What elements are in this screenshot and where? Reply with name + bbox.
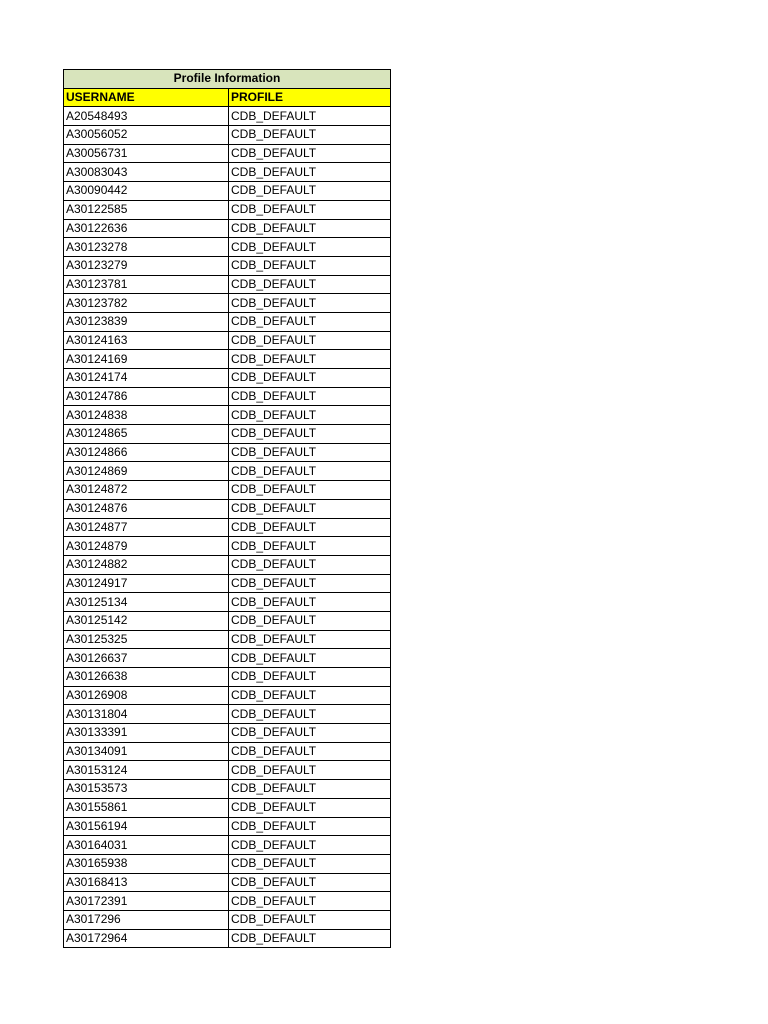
table-row xyxy=(64,574,391,593)
table-row xyxy=(64,275,391,294)
username-cell: A30172391 xyxy=(64,892,229,911)
table-row xyxy=(64,705,391,724)
username-cell: A20548493 xyxy=(64,107,229,126)
spreadsheet xyxy=(63,69,390,948)
table-row xyxy=(64,873,391,892)
profile-cell: CDB_DEFAULT xyxy=(229,462,391,481)
profile-cell: CDB_DEFAULT xyxy=(229,406,391,425)
table-row xyxy=(64,219,391,238)
table-row xyxy=(64,611,391,630)
username-cell: A30056052 xyxy=(64,126,229,145)
username-cell: A30124169 xyxy=(64,350,229,369)
table-row xyxy=(64,649,391,668)
table-row xyxy=(64,910,391,929)
profile-cell: CDB_DEFAULT xyxy=(229,836,391,855)
username-cell: A30123278 xyxy=(64,238,229,257)
username-cell: A30124163 xyxy=(64,331,229,350)
username-cell: A30123782 xyxy=(64,294,229,313)
username-cell: A30056731 xyxy=(64,144,229,163)
username-cell: A30126638 xyxy=(64,668,229,687)
table-row xyxy=(64,593,391,612)
table-row xyxy=(64,724,391,743)
username-cell: A30124917 xyxy=(64,574,229,593)
username-cell: A30124872 xyxy=(64,481,229,500)
table-row xyxy=(64,761,391,780)
username-cell: A30124838 xyxy=(64,406,229,425)
table-row xyxy=(64,686,391,705)
profile-cell: CDB_DEFAULT xyxy=(229,481,391,500)
table-row xyxy=(64,668,391,687)
table-row xyxy=(64,462,391,481)
table-row xyxy=(64,182,391,201)
profile-cell: CDB_DEFAULT xyxy=(229,275,391,294)
table-row xyxy=(64,387,391,406)
table-row xyxy=(64,537,391,556)
username-cell: A30134091 xyxy=(64,742,229,761)
username-cell: A30090442 xyxy=(64,182,229,201)
profile-table xyxy=(63,69,391,948)
profile-cell: CDB_DEFAULT xyxy=(229,761,391,780)
username-cell: A30126908 xyxy=(64,686,229,705)
username-cell: A30172964 xyxy=(64,929,229,948)
username-cell: A30122585 xyxy=(64,200,229,219)
username-cell: A30165938 xyxy=(64,854,229,873)
username-cell: A30124882 xyxy=(64,555,229,574)
table-row xyxy=(64,350,391,369)
profile-cell: CDB_DEFAULT xyxy=(229,499,391,518)
table-row xyxy=(64,518,391,537)
table-row xyxy=(64,892,391,911)
profile-cell: CDB_DEFAULT xyxy=(229,873,391,892)
username-cell: A30155861 xyxy=(64,798,229,817)
profile-cell: CDB_DEFAULT xyxy=(229,892,391,911)
profile-cell: CDB_DEFAULT xyxy=(229,312,391,331)
username-cell: A30156194 xyxy=(64,817,229,836)
username-cell: A3017296 xyxy=(64,910,229,929)
table-row xyxy=(64,425,391,444)
table-row xyxy=(64,144,391,163)
username-cell: A30125134 xyxy=(64,593,229,612)
table-row xyxy=(64,780,391,799)
table-row xyxy=(64,312,391,331)
username-cell: A30133391 xyxy=(64,724,229,743)
profile-cell: CDB_DEFAULT xyxy=(229,593,391,612)
profile-cell: CDB_DEFAULT xyxy=(229,742,391,761)
table-row xyxy=(64,107,391,126)
profile-cell: CDB_DEFAULT xyxy=(229,817,391,836)
table-row xyxy=(64,817,391,836)
table-row xyxy=(64,854,391,873)
profile-cell: CDB_DEFAULT xyxy=(229,200,391,219)
profile-cell: CDB_DEFAULT xyxy=(229,537,391,556)
profile-cell: CDB_DEFAULT xyxy=(229,780,391,799)
table-row xyxy=(64,499,391,518)
profile-cell: CDB_DEFAULT xyxy=(229,611,391,630)
profile-cell: CDB_DEFAULT xyxy=(229,668,391,687)
table-row xyxy=(64,294,391,313)
username-cell: A30125325 xyxy=(64,630,229,649)
profile-cell: CDB_DEFAULT xyxy=(229,331,391,350)
table-row xyxy=(64,836,391,855)
profile-cell: CDB_DEFAULT xyxy=(229,107,391,126)
profile-cell: CDB_DEFAULT xyxy=(229,910,391,929)
username-cell: A30124786 xyxy=(64,387,229,406)
profile-cell: CDB_DEFAULT xyxy=(229,443,391,462)
table-row xyxy=(64,929,391,948)
profile-cell: CDB_DEFAULT xyxy=(229,182,391,201)
profile-cell: CDB_DEFAULT xyxy=(229,425,391,444)
profile-cell: CDB_DEFAULT xyxy=(229,798,391,817)
username-cell: A30123839 xyxy=(64,312,229,331)
table-row xyxy=(64,200,391,219)
table-title: Profile Information xyxy=(64,70,391,89)
profile-cell: CDB_DEFAULT xyxy=(229,144,391,163)
username-cell: A30131804 xyxy=(64,705,229,724)
profile-cell: CDB_DEFAULT xyxy=(229,256,391,275)
profile-cell: CDB_DEFAULT xyxy=(229,649,391,668)
username-cell: A30124879 xyxy=(64,537,229,556)
title-row xyxy=(64,70,391,89)
profile-cell: CDB_DEFAULT xyxy=(229,630,391,649)
username-cell: A30124876 xyxy=(64,499,229,518)
profile-cell: CDB_DEFAULT xyxy=(229,350,391,369)
profile-cell: CDB_DEFAULT xyxy=(229,369,391,388)
table-row xyxy=(64,406,391,425)
profile-cell: CDB_DEFAULT xyxy=(229,929,391,948)
profile-cell: CDB_DEFAULT xyxy=(229,518,391,537)
table-row xyxy=(64,798,391,817)
column-header-username: USERNAME xyxy=(64,88,229,107)
table-row xyxy=(64,331,391,350)
table-row xyxy=(64,443,391,462)
username-cell: A30126637 xyxy=(64,649,229,668)
table-row xyxy=(64,238,391,257)
profile-cell: CDB_DEFAULT xyxy=(229,219,391,238)
username-cell: A30124174 xyxy=(64,369,229,388)
table-row xyxy=(64,126,391,145)
table-row xyxy=(64,163,391,182)
profile-cell: CDB_DEFAULT xyxy=(229,163,391,182)
profile-cell: CDB_DEFAULT xyxy=(229,126,391,145)
profile-cell: CDB_DEFAULT xyxy=(229,238,391,257)
table-row xyxy=(64,369,391,388)
table-row xyxy=(64,742,391,761)
table-row xyxy=(64,630,391,649)
profile-cell: CDB_DEFAULT xyxy=(229,294,391,313)
profile-cell: CDB_DEFAULT xyxy=(229,724,391,743)
username-cell: A30123279 xyxy=(64,256,229,275)
profile-cell: CDB_DEFAULT xyxy=(229,387,391,406)
table-body xyxy=(64,107,391,948)
profile-cell: CDB_DEFAULT xyxy=(229,705,391,724)
username-cell: A30153124 xyxy=(64,761,229,780)
header-row xyxy=(64,88,391,107)
username-cell: A30153573 xyxy=(64,780,229,799)
username-cell: A30168413 xyxy=(64,873,229,892)
username-cell: A30122636 xyxy=(64,219,229,238)
username-cell: A30123781 xyxy=(64,275,229,294)
table-row xyxy=(64,256,391,275)
profile-cell: CDB_DEFAULT xyxy=(229,686,391,705)
column-header-profile: PROFILE xyxy=(229,88,391,107)
username-cell: A30083043 xyxy=(64,163,229,182)
username-cell: A30124866 xyxy=(64,443,229,462)
table-row xyxy=(64,481,391,500)
username-cell: A30124865 xyxy=(64,425,229,444)
username-cell: A30164031 xyxy=(64,836,229,855)
username-cell: A30124869 xyxy=(64,462,229,481)
username-cell: A30125142 xyxy=(64,611,229,630)
table-row xyxy=(64,555,391,574)
profile-cell: CDB_DEFAULT xyxy=(229,555,391,574)
username-cell: A30124877 xyxy=(64,518,229,537)
profile-cell: CDB_DEFAULT xyxy=(229,854,391,873)
profile-cell: CDB_DEFAULT xyxy=(229,574,391,593)
